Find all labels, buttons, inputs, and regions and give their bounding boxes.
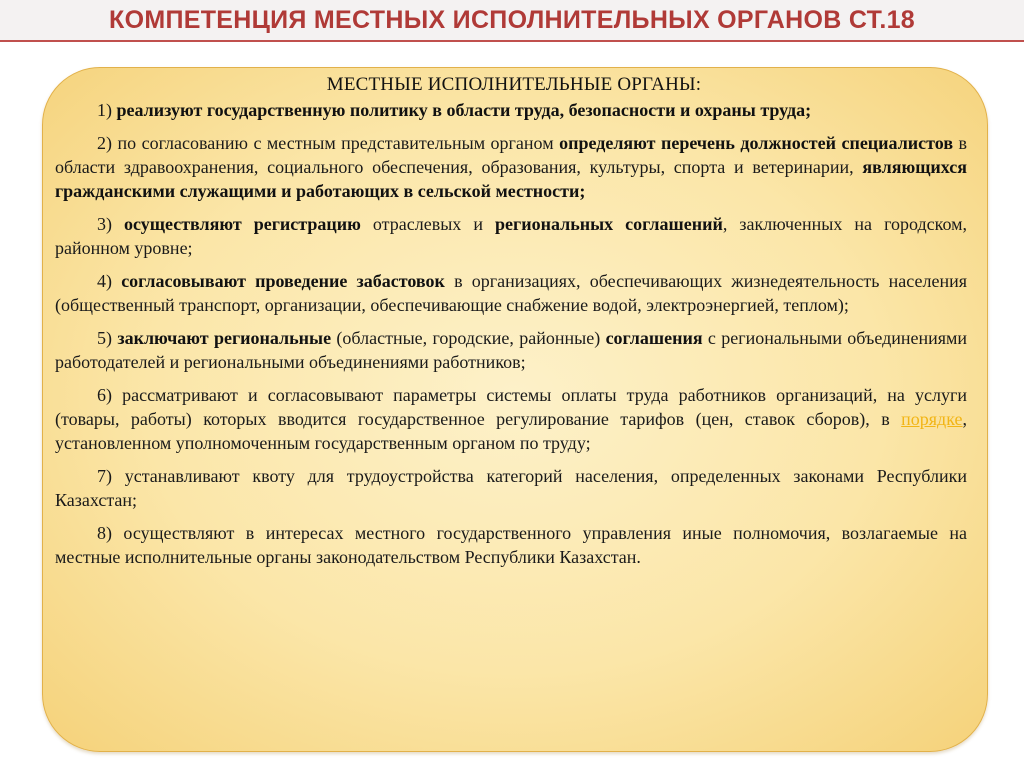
item-number: 1) — [97, 100, 112, 120]
item-text: осуществляют в интересах местного государственного управления иные полномочия, возлагаемые на местные исполнительные органы законодательством Республики Казахстан. — [55, 523, 967, 567]
list-item — [55, 131, 967, 203]
competence-list — [55, 98, 967, 578]
item-text: рассматривают и согласовывают параметры системы оплаты труда работников организаций, на услуги (товары, работы) которых вводится государственное регулирование тарифов (цен, ставок сборов), в — [55, 385, 967, 429]
item-text: устанавливают квоту для трудоустройства категорий населения, определенных законами Республики Казахстан; — [55, 466, 968, 510]
item-number: 7) — [97, 466, 112, 486]
item-bold-text: заключают региональные — [117, 328, 332, 348]
item-number: 5) — [97, 328, 112, 348]
item-text: в области здравоохранения, социального обеспечения, образования, культуры, спорта и ветеринарии, — [55, 133, 968, 177]
procedure-link[interactable]: порядке — [901, 409, 963, 429]
item-number: 4) — [97, 271, 112, 291]
title-bar — [0, 0, 1024, 42]
list-item — [55, 269, 967, 317]
item-bold-text: осуществляют регистрацию — [124, 214, 361, 234]
item-text: (областные, городские, районные) — [336, 328, 601, 348]
list-item — [55, 521, 967, 569]
item-bold-text: являющихся гражданскими служащими и работающих в сельской местности; — [55, 157, 967, 201]
item-bold-text: соглашения — [605, 328, 703, 348]
item-text: с региональными объединениями работодателей и региональными объединениями работников; — [55, 328, 968, 372]
page-title: КОМПЕТЕНЦИЯ МЕСТНЫХ ИСПОЛНИТЕЛЬНЫХ ОРГАНОВ СТ.18 — [109, 6, 915, 34]
item-text: отраслевых и — [372, 214, 483, 234]
item-text: , установленном уполномоченным государственным органом по труду; — [55, 409, 967, 453]
item-bold-text: реализуют государственную политику в области труда, безопасности и охраны труда; — [116, 100, 812, 120]
list-item — [55, 383, 967, 455]
list-item — [55, 464, 967, 512]
item-number: 8) — [97, 523, 112, 543]
list-item — [55, 212, 967, 260]
item-bold-text: региональных соглашений — [495, 214, 723, 234]
item-text: , заключенных на городском, районном уровне; — [55, 214, 968, 258]
panel-heading: МЕСТНЫЕ ИСПОЛНИТЕЛЬНЫЕ ОРГАНЫ: — [326, 74, 702, 95]
item-number: 2) — [97, 133, 112, 153]
item-bold-text: согласовывают проведение забастовок — [121, 271, 445, 291]
list-item — [55, 326, 967, 374]
item-text: по согласованию с местным представительным органом — [117, 133, 554, 153]
item-number: 6) — [97, 385, 112, 405]
item-text: в организациях, обеспечивающих жизнедеятельность населения (общественный транспорт, организации, обеспечивающие снабжение водой, электроэнергией, теплом); — [55, 271, 968, 315]
list-item — [55, 98, 967, 122]
item-number: 3) — [97, 214, 112, 234]
item-bold-text: определяют перечень должностей специалистов — [559, 133, 954, 153]
